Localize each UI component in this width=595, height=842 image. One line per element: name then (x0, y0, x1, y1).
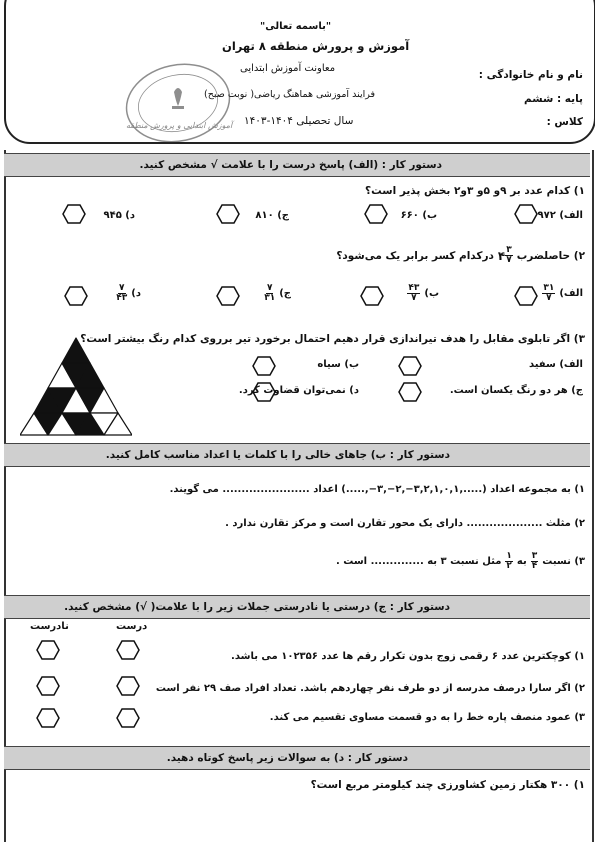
q-a2-option-d-den: ۴۳ (116, 293, 128, 303)
q-a2-option-a-label: الف) (559, 288, 583, 299)
q-a2-text-part1: ۲) حاصلضرب (516, 249, 585, 262)
q-c1-true-box[interactable] (116, 640, 140, 660)
q-a3-option-b-box[interactable] (252, 356, 276, 376)
q-a3-option-d: د) نمی‌توان قضاوت کرد. (238, 385, 359, 396)
q-b3-text (336, 552, 585, 571)
q-b1-text: ۱) به مجموعه اعداد (.....,۳,۲,۱,۰,۱−,۲−,۳−,.....) اعداد ....................... می گویند. (169, 484, 585, 495)
q-a1-option-b-box[interactable] (364, 204, 388, 224)
process-line: فرایند آموزشی هماهنگ ریاضی( نوبت صبح) (204, 89, 376, 100)
col-false-label: نادرست (30, 621, 69, 632)
q-a2-option-a-den: ۷ (546, 293, 552, 303)
q-a2-option-c-box[interactable] (216, 286, 240, 306)
q-a3-option-c-box[interactable] (398, 382, 422, 402)
section-d-title: دستور کار : د) به سوالات زیر پاسخ کوتاه دهید. (166, 752, 408, 764)
q-a1-option-a-box[interactable] (514, 204, 538, 224)
q-a2-option-a (542, 284, 583, 303)
q-a2-mixed-number (498, 246, 513, 265)
q-b3-frac1-den: ۴ (531, 561, 538, 571)
q-a2-option-c-label: ج) (279, 288, 291, 299)
bismillah: "باسمه تعالی" (260, 21, 332, 32)
q-a2-text-part2: درکدام کسر برابر یک می‌شود؟ (336, 249, 494, 262)
q-a3-option-b: ب) سیاه (317, 359, 359, 370)
q-a1-option-b: ب) ۶۶۰ (400, 210, 437, 221)
q-b3-frac2-num: ۱ (506, 551, 512, 561)
section-b-header (4, 443, 590, 467)
q-b3-frac1-num: ۳ (531, 551, 538, 561)
q-c2-true-box[interactable] (116, 676, 140, 696)
q-a2-option-b-den: ۷ (411, 293, 417, 303)
section-a-title: دستور کار : (الف) پاسخ درست را با علامت √ مشخص کنید. (139, 159, 442, 171)
section-b-title: دستور کار : ب) جاهای خالی را با کلمات یا اعداد مناسب کامل کنید. (105, 449, 450, 461)
q-a1-option-d: د) ۹۴۵ (103, 210, 135, 221)
q-a2-option-d-label: د) (131, 288, 141, 299)
q-c3-text: ۳) عمود منصف پاره خط را به دو قسمت مساوی تقسیم می کند. (269, 712, 585, 723)
col-true-label: درست (116, 621, 148, 632)
q-a2-option-b-box[interactable] (360, 286, 384, 306)
q-c1-false-box[interactable] (36, 640, 60, 660)
q-a1-option-c: ج) ۸۱۰ (255, 210, 289, 221)
org-title: آموزش و پرورش منطقه ۸ تهران (222, 39, 410, 53)
q-a1-text: ۱) کدام عدد بر ۹و ۵و ۳و۲ بخش پذیر است؟ (365, 185, 585, 197)
stamp-text: آموزش ابتدایی و پرورش منطقه (126, 121, 233, 130)
student-name-label: نام و نام خانوادگی : (478, 69, 583, 81)
q-c3-true-box[interactable] (116, 708, 140, 728)
q-a1-option-d-box[interactable] (62, 204, 86, 224)
q-a2-option-c-den: ۳۱ (264, 293, 276, 303)
q-b3-part1: ۳) نسبت (542, 556, 585, 567)
q-a2-option-c-num: ۷ (266, 283, 273, 293)
section-c-header (4, 595, 590, 619)
q-a2-option-c (264, 284, 291, 303)
exam-header (0, 0, 595, 150)
section-a-header (4, 153, 590, 177)
q-a3-option-c: ج) هر دو رنگ یکسان است. (449, 385, 583, 396)
q-a2-option-b-num: ۴۳ (408, 283, 420, 293)
q-c3-false-box[interactable] (36, 708, 60, 728)
q-a1-option-c-box[interactable] (216, 204, 240, 224)
q-a2-option-b (407, 284, 439, 303)
school-stamp (118, 58, 248, 148)
school-year: سال تحصیلی ۱۴۰۴-۱۴۰۳ (244, 115, 354, 127)
q-a3-option-a: الف) سفید (528, 359, 583, 370)
section-d-header (4, 746, 590, 770)
class-label: کلاس : (546, 116, 583, 128)
q-b3-mid: به (516, 556, 527, 567)
q-a2-text (336, 246, 585, 265)
q-a3-option-d-box[interactable] (252, 382, 276, 402)
q-a2-option-d-num: ۷ (119, 283, 125, 293)
q-b3-part2: مثل نسبت ۳ به .............. است . (335, 556, 502, 567)
q-c2-false-box[interactable] (36, 676, 60, 696)
target-triangle-figure (20, 336, 132, 436)
q-c1-text: ۱) کوچکترین عدد ۶ رقمی زوج بدون تکرار رقم ها عدد ۱۰۲۳۵۶ می باشد. (231, 651, 585, 662)
q-a1-option-a: الف) ۹۷۲ (537, 210, 583, 221)
grade-label: پایه : ششم (524, 93, 583, 105)
section-c-title: دستور کار : ج) درستی یا نادرستی جملات زیر را با علامت( √) مشخص کنید. (64, 601, 450, 613)
q-d1-text: ۱) ۳۰۰ هکتار زمین کشاورزی چند کیلومتر مربع است؟ (310, 779, 585, 791)
org-subtitle: معاونت آموزش ابتدایی (240, 63, 336, 74)
q-b2-text: ۲) مثلث .................... دارای یک محور تقارن است و مرکز تقارن ندارد . (225, 518, 585, 529)
q-a2-option-d (116, 284, 141, 303)
iran-emblem-icon (172, 88, 184, 109)
q-a3-text: ۳) اگر تابلوی مقابل را هدف تیراندازی قرار دهیم احتمال برخورد تیر برروی کدام رنگ بیشتر است؟ (80, 333, 585, 345)
q-a2-option-b-label: ب) (424, 288, 439, 299)
q-a2-frac-num: ۳ (506, 245, 512, 255)
q-b3-frac2-den: ۲ (506, 561, 512, 571)
q-a2-frac-den: ۷ (506, 255, 512, 265)
q-a3-option-a-box[interactable] (398, 356, 422, 376)
q-a2-whole: ۴ (497, 248, 506, 263)
q-c2-text: ۲) اگر سارا درصف مدرسه از دو طرف نفر چهاردهم باشد. تعداد افراد صف ۲۹ نفر است (155, 683, 585, 694)
q-a2-option-a-box[interactable] (514, 286, 538, 306)
q-a2-option-a-num: ۳۱ (543, 283, 555, 293)
q-a2-option-d-box[interactable] (64, 286, 88, 306)
